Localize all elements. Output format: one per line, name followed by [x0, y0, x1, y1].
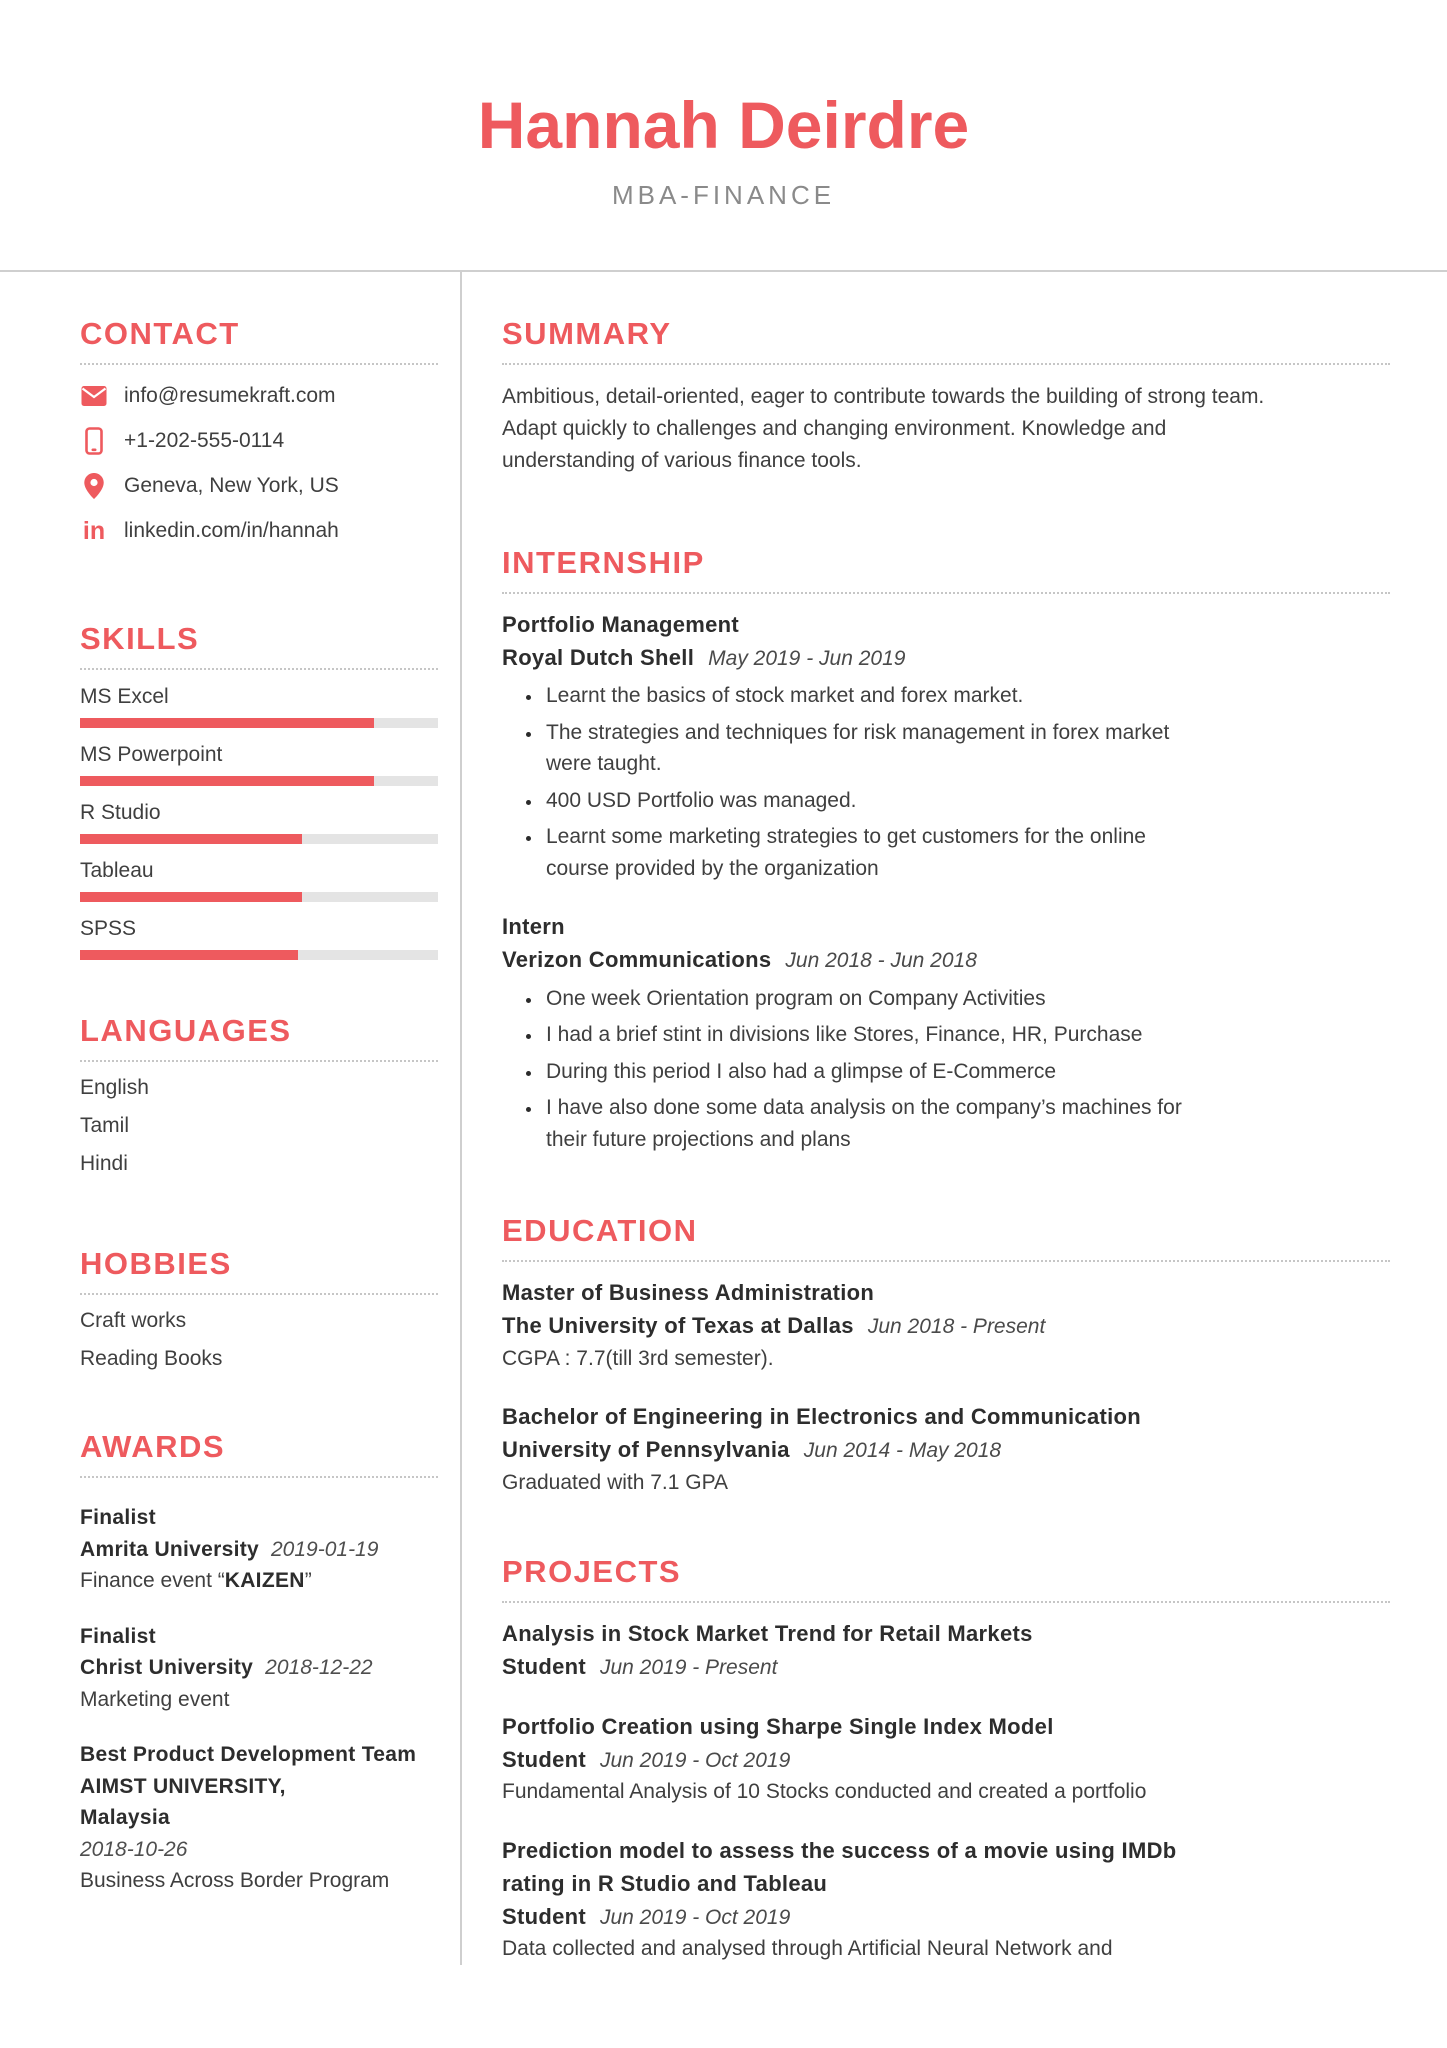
project-role: Student: [502, 1903, 586, 1929]
internship-heading: INTERNSHIP: [502, 547, 1390, 594]
skills-section: [80, 623, 438, 960]
entry-dates: Jun 2019 - Oct 2019: [599, 1748, 791, 1772]
bullet-item: • I had a brief stint in divisions like Stores, Finance, HR, Purchase: [542, 1019, 1202, 1051]
degree: Bachelor of Engineering in Electronics and Communication: [502, 1404, 1141, 1430]
entry-dates: Jun 2018 - Jun 2018: [785, 949, 977, 973]
skill-bar: [80, 718, 438, 728]
language-item: Tamil: [80, 1114, 130, 1137]
page-title: Hannah Deirdre: [477, 88, 970, 162]
award-org: AIMST UNIVERSITY, Malaysia: [80, 1774, 286, 1829]
contact-item-location[interactable]: [80, 472, 438, 500]
award-entry: [80, 1621, 438, 1716]
hobbies-heading: HOBBIES: [80, 1248, 438, 1295]
skill-bar: [80, 834, 438, 844]
language-item: Hindi: [80, 1152, 128, 1175]
skill-bar: [80, 776, 438, 786]
location-icon: [80, 472, 108, 500]
award-date: 2019-01-19: [271, 1537, 379, 1561]
project-entry: [502, 1617, 1390, 1684]
summary-text: Ambitious, detail-oriented, eager to contribute towards the building of strong team. Adapt quickly to challenges and changing environment. Knowledge and understanding of various finance tools.: [502, 385, 1265, 472]
bullet-item: • I have also done some data analysis on the company’s machines for their future projections and plans: [542, 1092, 1202, 1155]
school: University of Pennsylvania: [502, 1437, 790, 1463]
awards-heading: AWARDS: [80, 1431, 438, 1478]
award-entry: [80, 1739, 438, 1897]
bullet-item: • Learnt some marketing strategies to get customers for the online course provided by the organization: [542, 821, 1202, 884]
hobby-item: Reading Books: [80, 1347, 223, 1370]
skills-heading: SKILLS: [80, 623, 438, 670]
award-desc: Marketing event: [80, 1687, 230, 1711]
award-title: Finalist: [80, 1506, 156, 1529]
bullet-list: [502, 983, 1202, 1156]
internship-entry: [502, 608, 1390, 885]
entry-role: Intern: [502, 914, 565, 940]
awards-section: [80, 1431, 438, 1897]
skill-bar: [80, 892, 438, 902]
contact-section: [80, 318, 438, 545]
project-entry: [502, 1710, 1390, 1808]
project-name: Portfolio Creation using Sharpe Single Index Model: [502, 1713, 1054, 1739]
columns: [0, 272, 1447, 1965]
right-column: [502, 272, 1390, 1965]
languages-heading: LANGUAGES: [80, 1015, 438, 1062]
entry-dates: Jun 2019 - Oct 2019: [599, 1905, 791, 1929]
contact-location-text: Geneva, New York, US: [124, 474, 339, 497]
left-column: [80, 272, 462, 1965]
education-note: CGPA : 7.7(till 3rd semester).: [502, 1346, 774, 1370]
skill-bar: [80, 950, 438, 960]
entry-dates: Jun 2018 - Present: [867, 1315, 1046, 1339]
entry-role: Portfolio Management: [502, 611, 740, 637]
skill-row: [80, 917, 438, 960]
contact-item-phone[interactable]: [80, 427, 438, 455]
skill-row: [80, 801, 438, 844]
project-role: Student: [502, 1654, 586, 1680]
contact-email-text: info@resumekraft.com: [124, 384, 336, 407]
skill-bar-fill: [80, 950, 298, 960]
project-name: Prediction model to assess the success of a movie using IMDb rating in R Studio and Tableau: [502, 1837, 1177, 1896]
award-entry: [80, 1502, 438, 1597]
school: The University of Texas at Dallas: [502, 1313, 854, 1339]
projects-section: [502, 1556, 1390, 1965]
skill-bar-fill: [80, 834, 302, 844]
award-title: Finalist: [80, 1624, 156, 1648]
bullet-item: • 400 USD Portfolio was managed.: [542, 785, 1202, 817]
hobbies-section: [80, 1248, 438, 1371]
bullet-item: • The strategies and techniques for risk management in forex market were taught.: [542, 717, 1202, 780]
award-desc: Business Across Border Program: [80, 1869, 390, 1892]
skill-row: [80, 685, 438, 728]
projects-heading: PROJECTS: [502, 1556, 1390, 1603]
skill-name: MS Powerpoint: [80, 743, 223, 766]
bullet-list: [502, 680, 1202, 884]
project-entry: [502, 1834, 1390, 1965]
skill-name: SPSS: [80, 917, 137, 940]
email-icon: [80, 382, 108, 410]
contact-item-linkedin[interactable]: [80, 517, 438, 545]
internship-entry: [502, 910, 1390, 1155]
award-date: 2018-12-22: [265, 1656, 373, 1679]
contact-linkedin-text: linkedin.com/in/hannah: [124, 519, 339, 542]
contact-heading: CONTACT: [80, 318, 438, 365]
skill-bar-fill: [80, 776, 374, 786]
bullet-item: • Learnt the basics of stock market and forex market.: [542, 680, 1202, 712]
hobby-item: Craft works: [80, 1309, 187, 1332]
internship-section: [502, 544, 1390, 1156]
project-note: Fundamental Analysis of 10 Stocks conducted and created a portfolio: [502, 1780, 1147, 1804]
language-item: English: [80, 1076, 149, 1099]
linkedin-icon: in: [82, 516, 106, 545]
entry-dates: Jun 2014 - May 2018: [803, 1439, 1002, 1463]
education-section: [502, 1215, 1390, 1498]
education-note: Graduated with 7.1 GPA: [502, 1470, 729, 1494]
skill-bar-fill: [80, 718, 374, 728]
award-org: Amrita University: [80, 1537, 259, 1561]
entry-dates: Jun 2019 - Present: [599, 1656, 778, 1680]
education-entry: [502, 1400, 1390, 1498]
contact-phone-text: +1-202-555-0114: [124, 429, 285, 452]
skill-row: [80, 743, 438, 786]
award-date: 2018-10-26: [80, 1837, 188, 1861]
skill-name: MS Excel: [80, 685, 169, 708]
bullet-item: • One week Orientation program on Company Activities: [542, 983, 1202, 1015]
education-heading: EDUCATION: [502, 1215, 1390, 1262]
education-entry: [502, 1276, 1390, 1374]
award-desc: Finance event “KAIZEN”: [80, 1569, 312, 1592]
phone-icon: [80, 427, 108, 455]
skill-name: R Studio: [80, 801, 161, 824]
award-title: Best Product Development Team: [80, 1743, 417, 1766]
skill-bar-fill: [80, 892, 302, 902]
summary-section: [502, 318, 1390, 477]
summary-heading: SUMMARY: [502, 318, 1390, 365]
bullet-item: • During this period I also had a glimpse of E-Commerce: [542, 1056, 1202, 1088]
project-note: Data collected and analysed through Artificial Neural Network and: [502, 1937, 1113, 1961]
skill-name: Tableau: [80, 859, 154, 882]
entry-company: Verizon Communications: [502, 947, 772, 973]
project-name: Analysis in Stock Market Trend for Retail Markets: [502, 1621, 1033, 1647]
degree: Master of Business Administration: [502, 1280, 875, 1306]
skill-row: [80, 859, 438, 902]
job-subtitle: MBA-FINANCE: [611, 180, 836, 210]
project-role: Student: [502, 1746, 586, 1772]
languages-section: [80, 1015, 438, 1176]
award-org: Christ University: [80, 1656, 254, 1679]
entry-dates: May 2019 - Jun 2019: [708, 646, 906, 670]
entry-company: Royal Dutch Shell: [502, 644, 695, 670]
contact-item-email[interactable]: [80, 382, 438, 410]
